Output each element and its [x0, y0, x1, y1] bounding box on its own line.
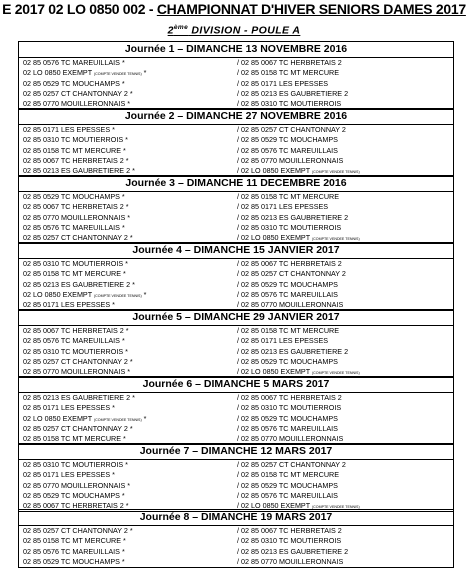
away-team-label: / 02 85 0158 TC MT MERCURE [237, 470, 339, 480]
home-team-label: 02 85 0158 TC MT MERCURE * [23, 269, 126, 279]
away-team-label: / 02 85 0529 TC MOUCHAMPS [237, 480, 338, 490]
away-team-label: / 02 85 0576 TC MAREUILLAIS [237, 490, 338, 500]
away-team-label: / 02 85 0576 TC MAREUILLAIS [237, 289, 338, 299]
home-team [23, 424, 133, 434]
home-team-label: 02 85 0310 TC MOUTIERROIS * [23, 460, 128, 469]
journee-header: Journée 3 – DIMANCHE 11 DECEMBRE 2016 [19, 176, 453, 192]
home-team-label: 02 85 0576 TC MAREUILLAIS * [23, 58, 125, 67]
match-row [19, 223, 453, 233]
subtitle-rest: DIVISION - POULE A [188, 24, 301, 37]
match-row [19, 403, 453, 413]
home-team-label: 02 85 0310 TC MOUTIERROIS * [23, 135, 128, 145]
away-team [237, 347, 348, 357]
journee-block [18, 443, 454, 512]
away-team [237, 460, 346, 470]
match-row [19, 213, 453, 223]
away-team-note: (COMPTE VENDEE TENNIS) [311, 237, 360, 242]
away-team [237, 135, 338, 145]
journee-block [18, 376, 454, 445]
journee-block [18, 509, 454, 568]
away-team [237, 290, 338, 300]
away-team [237, 79, 328, 89]
subtitle-ordinal: 2 [167, 24, 174, 37]
away-team-note: (COMPTE VENDEE TENNIS) [311, 505, 360, 510]
away-team-label: / 02 85 0310 TC MOUTIERROIS [237, 99, 342, 109]
away-team-label: / 02 85 0529 TC MOUCHAMPS [237, 356, 338, 366]
home-team [23, 526, 133, 536]
match-row [19, 536, 453, 546]
home-team-suffix: * [141, 68, 147, 78]
home-team-label: 02 85 0529 TC MOUCHAMPS * [23, 556, 125, 566]
match-row [19, 336, 453, 346]
home-team-label: 02 85 0770 MOUILLERONNAIS * [23, 367, 131, 377]
home-team-label: 02 LO 0850 EXEMPT [23, 413, 94, 423]
match-row [19, 347, 453, 357]
away-team-label: / 02 LO 0850 EXEMPT [237, 166, 312, 176]
home-team [23, 269, 126, 279]
away-team [237, 414, 338, 424]
home-team-label: 02 85 0158 TC MT MERCURE * [23, 536, 126, 546]
away-team-label: / 02 85 0257 CT CHANTONNAY 2 [237, 460, 346, 469]
home-team-label: 02 85 0529 TC MOUCHAMPS * [23, 78, 125, 88]
home-team [23, 393, 135, 403]
home-team-label: 02 85 0257 CT CHANTONNAY 2 * [23, 423, 133, 433]
away-team [237, 156, 343, 166]
home-team [23, 223, 125, 233]
away-team [237, 536, 341, 546]
journee-block [18, 175, 454, 244]
away-team-label: / 02 85 0067 TC HERBRETAIS 2 [237, 58, 342, 67]
match-row [19, 68, 453, 78]
home-team [23, 470, 115, 480]
match-row [19, 79, 453, 89]
match-row [19, 280, 453, 290]
away-team-label: / 02 85 0067 TC HERBRETAIS 2 [237, 393, 342, 402]
away-team [237, 223, 341, 233]
away-team [237, 58, 342, 68]
home-team-label: 02 85 0770 MOUILLERONNAIS * [23, 212, 131, 222]
away-team [237, 481, 338, 491]
home-team-label: 02 85 0213 ES GAUBRETIERE 2 * [23, 166, 135, 176]
away-team-label: / 02 85 0770 MOUILLERONNAIS [237, 155, 344, 165]
home-team [23, 357, 133, 367]
match-row [19, 460, 453, 470]
away-team [237, 547, 348, 557]
home-team [23, 135, 128, 145]
away-team-label: / 02 85 0529 TC MOUCHAMPS [237, 135, 338, 145]
home-team-label: 02 85 0529 TC MOUCHAMPS * [23, 490, 125, 500]
home-team-label: 02 85 0213 ES GAUBRETIERE 2 * [23, 279, 135, 289]
away-team [237, 393, 342, 403]
match-row [19, 526, 453, 536]
home-team [23, 326, 129, 336]
journee-header: Journée 5 – DIMANCHE 29 JANVIER 2017 [19, 310, 453, 326]
away-team-note: (COMPTE VENDEE TENNIS) [311, 170, 360, 175]
match-row [19, 89, 453, 99]
journee-header: Journée 2 – DIMANCHE 27 NOVEMBRE 2016 [19, 109, 453, 125]
journee-block [18, 309, 454, 378]
away-team [237, 357, 338, 367]
away-team [237, 68, 339, 78]
home-team [23, 557, 125, 567]
away-team-label: / 02 85 0213 ES GAUBRETIERE 2 [237, 88, 349, 98]
home-team-label: 02 85 0257 CT CHANTONNAY 2 * [23, 356, 133, 366]
match-row [19, 491, 453, 501]
home-team [23, 536, 126, 546]
home-team-label: 02 85 0257 CT CHANTONNAY 2 * [23, 88, 133, 98]
home-team [23, 460, 128, 470]
home-team-label: 02 85 0171 LES EPESSES * [23, 403, 115, 413]
away-team [237, 125, 346, 135]
away-team [237, 403, 341, 413]
away-team-label: / 02 LO 0850 EXEMPT [237, 501, 312, 511]
away-team [237, 424, 338, 434]
away-team [237, 89, 348, 99]
journee-header: Journée 4 – DIMANCHE 15 JANVIER 2017 [19, 243, 453, 259]
away-team-label: / 02 85 0158 TC MT MERCURE [237, 68, 339, 78]
away-team [237, 470, 339, 480]
home-team [23, 202, 129, 212]
away-team-label: / 02 85 0529 TC MOUCHAMPS [237, 413, 338, 423]
home-team-label: 02 85 0067 TC HERBRETAIS 2 * [23, 501, 129, 511]
away-team [237, 557, 343, 567]
home-team [23, 192, 125, 202]
home-team-label: 02 85 0770 MOUILLERONNAIS * [23, 99, 131, 109]
home-team-label: 02 85 0067 TC HERBRETAIS 2 * [23, 202, 129, 212]
away-team-label: / 02 85 0310 TC MOUTIERROIS [237, 536, 342, 546]
match-row [19, 326, 453, 336]
away-team-label: / 02 85 0770 MOUILLERONNAIS [237, 434, 344, 444]
home-team-label: 02 LO 0850 EXEMPT [23, 289, 94, 299]
away-team-label: / 02 85 0171 LES EPESSES [237, 202, 329, 212]
home-team [23, 58, 125, 68]
away-team-label: / 02 85 0576 TC MAREUILLAIS [237, 145, 338, 155]
match-row [19, 481, 453, 491]
away-team [237, 146, 338, 156]
home-team-note: (COMPTE VENDEE TENNIS) [93, 72, 142, 77]
home-team-label: 02 85 0171 LES EPESSES * [23, 470, 115, 480]
division-subtitle [0, 24, 468, 37]
home-team-label: 02 LO 0850 EXEMPT [23, 68, 94, 78]
away-team [237, 259, 342, 269]
home-team-label: 02 85 0529 TC MOUCHAMPS * [23, 192, 125, 201]
match-row [19, 259, 453, 269]
home-team [23, 280, 135, 290]
home-team-note: (COMPTE VENDEE TENNIS) [93, 293, 142, 298]
home-team [23, 547, 125, 557]
match-row [19, 393, 453, 403]
away-team-label: / 02 85 0257 CT CHANTONNAY 2 [237, 125, 346, 134]
home-team [23, 213, 130, 223]
home-team-label: 02 85 0171 LES EPESSES * [23, 125, 115, 134]
away-team-note: (COMPTE VENDEE TENNIS) [311, 371, 360, 376]
match-row [19, 470, 453, 480]
home-team [23, 347, 128, 357]
home-team-label: 02 85 0257 CT CHANTONNAY 2 * [23, 526, 133, 535]
away-team-label: / 02 85 0158 TC MT MERCURE [237, 326, 339, 335]
away-team [237, 280, 338, 290]
journee-block [18, 108, 454, 177]
home-team [23, 156, 129, 166]
away-team-label: / 02 85 0067 TC HERBRETAIS 2 [237, 526, 342, 535]
away-team [237, 336, 328, 346]
home-team [23, 491, 125, 501]
home-team-label: 02 85 0576 TC MAREUILLAIS * [23, 546, 125, 556]
home-team-label: 02 85 0576 TC MAREUILLAIS * [23, 222, 125, 232]
away-team-label: / 02 LO 0850 EXEMPT [237, 233, 312, 243]
away-team [237, 491, 338, 501]
match-row [19, 146, 453, 156]
home-team-label: 02 85 0257 CT CHANTONNAY 2 * [23, 233, 133, 243]
away-team-label: / 02 85 0257 CT CHANTONNAY 2 [237, 269, 346, 279]
away-team-label: / 02 85 0770 MOUILLERONNAIS [237, 556, 344, 566]
home-team [23, 79, 125, 89]
match-row [19, 557, 453, 567]
away-team-label: / 02 LO 0850 EXEMPT [237, 367, 312, 377]
title-prefix: E 2017 02 LO 0850 002 - [2, 1, 157, 17]
match-row [19, 202, 453, 212]
home-team-label: 02 85 0067 TC HERBRETAIS 2 * [23, 326, 129, 335]
home-team-label: 02 85 0067 TC HERBRETAIS 2 * [23, 155, 129, 165]
match-row [19, 269, 453, 279]
home-team-label: 02 85 0158 TC MT MERCURE * [23, 145, 126, 155]
match-row [19, 58, 453, 68]
home-team-label: 02 85 0158 TC MT MERCURE * [23, 434, 126, 444]
home-team-label: 02 85 0770 MOUILLERONNAIS * [23, 480, 131, 490]
away-team [237, 202, 328, 212]
away-team-label: / 02 85 0529 TC MOUCHAMPS [237, 279, 338, 289]
subtitle-superscript: ème [173, 24, 189, 31]
home-team-label: 02 85 0576 TC MAREUILLAIS * [23, 336, 125, 346]
journee-header: Journée 7 – DIMANCHE 12 MARS 2017 [19, 444, 453, 460]
away-team-label: / 02 85 0576 TC MAREUILLAIS [237, 423, 338, 433]
title-main: CHAMPIONNAT D'HIVER SENIORS DAMES 2017 [156, 1, 466, 17]
home-team-suffix: * [141, 413, 147, 423]
home-team-note: (COMPTE VENDEE TENNIS) [93, 417, 142, 422]
away-team-label: / 02 85 0171 LES EPESSES [237, 78, 329, 88]
away-team-label: / 02 85 0770 MOUILLERONNAIS [237, 300, 344, 310]
home-team-suffix: * [141, 289, 147, 299]
journee-block [18, 41, 454, 110]
away-team-label: / 02 85 0310 TC MOUTIERROIS [237, 222, 342, 232]
home-team [23, 481, 130, 491]
home-team [23, 336, 125, 346]
journee-header: Journée 8 – DIMANCHE 19 MARS 2017 [19, 510, 453, 526]
home-team [23, 146, 126, 156]
home-team-label: 02 85 0310 TC MOUTIERROIS * [23, 346, 128, 356]
journee-header: Journée 1 – DIMANCHE 13 NOVEMBRE 2016 [19, 42, 453, 58]
home-team-label: 02 85 0171 LES EPESSES * [23, 300, 115, 310]
match-row [19, 424, 453, 434]
away-team [237, 269, 346, 279]
away-team-label: / 02 85 0171 LES EPESSES [237, 336, 329, 346]
away-team-label: / 02 85 0213 ES GAUBRETIERE 2 [237, 346, 349, 356]
home-team [23, 89, 133, 99]
away-team-label: / 02 85 0213 ES GAUBRETIERE 2 [237, 546, 349, 556]
match-row [19, 414, 453, 424]
home-team-label: 02 85 0213 ES GAUBRETIERE 2 * [23, 393, 135, 402]
away-team-label: / 02 85 0067 TC HERBRETAIS 2 [237, 259, 342, 268]
away-team [237, 326, 339, 336]
away-team-label: / 02 85 0310 TC MOUTIERROIS [237, 403, 342, 413]
home-team-label: 02 85 0310 TC MOUTIERROIS * [23, 259, 128, 268]
away-team [237, 192, 339, 202]
match-row [19, 357, 453, 367]
journee-header: Journée 6 – DIMANCHE 5 MARS 2017 [19, 377, 453, 393]
away-team [237, 526, 342, 536]
home-team [23, 125, 115, 135]
match-row [19, 290, 453, 300]
away-team-label: / 02 85 0158 TC MT MERCURE [237, 192, 339, 201]
journee-block [18, 242, 454, 311]
away-team [237, 213, 348, 223]
away-team-label: / 02 85 0213 ES GAUBRETIERE 2 [237, 212, 349, 222]
match-row [19, 135, 453, 145]
match-row [19, 547, 453, 557]
document-title [0, 1, 468, 17]
match-row [19, 125, 453, 135]
home-team [23, 403, 115, 413]
match-row [19, 156, 453, 166]
match-row [19, 192, 453, 202]
home-team [23, 259, 128, 269]
